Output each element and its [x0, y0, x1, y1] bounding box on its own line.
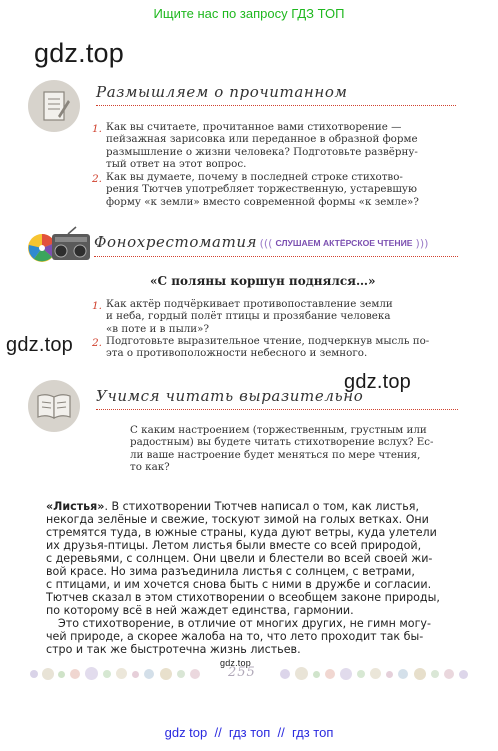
section1-q1	[106, 121, 458, 170]
logo-watermark: gdz.top	[34, 38, 124, 68]
text-line: с птицами, и им хочется снова быть с ними в дружбе и согласии.	[46, 578, 432, 591]
text-line: радостным) вы будете читать стихотворение вслух? Ес-	[130, 436, 434, 449]
text-line: и неба, гордый полёт птицы и прозябание человека	[106, 310, 391, 323]
watermark-left: gdz.top	[6, 334, 74, 356]
text-line: Как вы думаете, почему в последней строке стихотво-	[106, 171, 403, 183]
section1-title: Размышляем о прочитанном	[96, 83, 348, 101]
notebook-icon	[28, 80, 80, 132]
text-line: вой красе. Но зима разъединила листья с солнцем, с ветрами,	[46, 565, 415, 578]
open-book-icon	[28, 380, 80, 432]
text-line: тый ответ на этот вопрос.	[106, 157, 247, 170]
section1-q1-num: 1.	[92, 123, 103, 135]
section2-q2-num: 2.	[92, 337, 103, 349]
audio-badge[interactable]	[256, 234, 432, 252]
text-line: Это стихотворение, в отличие от многих других, не гимн могу-	[58, 617, 431, 630]
watermark-small: gdz.top	[220, 658, 251, 668]
watermark-right: gdz.top	[344, 371, 412, 393]
footer-link[interactable]: gdz top // гдз топ // гдз топ	[164, 725, 334, 740]
text-line: стремятся туда, в южные страны, куда дуют ветры, куда улетели	[46, 526, 437, 539]
section2-divider	[94, 256, 458, 257]
text-line: ли ваше настроение будет меняться по мере чтения,	[130, 448, 421, 461]
text-line: по которому всё в ней жаждет единства, гармонии.	[46, 604, 354, 617]
text-line: чей природе, а скорее жалоба на то, что лето проходит так бы-	[46, 630, 424, 643]
text-line: стро и так же быстротечна жизнь листьев.	[46, 643, 301, 656]
section1-q2-num: 2.	[92, 173, 103, 185]
text-line: форму «к земли» вместо современной формы «к земле»?	[106, 195, 419, 208]
section2-title: Фонохрестоматия	[94, 233, 258, 251]
section3-title: Учимся читать выразительно	[96, 387, 364, 405]
section3-question	[130, 424, 460, 473]
radio-icon	[28, 226, 92, 266]
main-text	[46, 500, 466, 656]
section2-q2	[106, 335, 458, 360]
top-banner[interactable]: Ищите нас по запросу ГДЗ ТОП	[153, 6, 345, 21]
page-number: 255	[228, 665, 256, 680]
text-line: рения Тютчев употребляет торжественную, устаревшую	[106, 183, 417, 196]
audio-badge-label: СЛУШАЕМ АКТЁРСКОЕ ЧТЕНИЕ	[275, 238, 413, 248]
text-line: Как актёр подчёркивает противопоставление земли	[106, 298, 393, 310]
text-line-rest: . В стихотворении Тютчев написал о том, как листья,	[104, 500, 419, 513]
sound-wave-left-icon: (((	[259, 236, 273, 250]
section1-divider	[96, 105, 456, 106]
text-line: то как?	[130, 460, 170, 473]
text-line: с деревьями, с солнцем. Они цвели и блестели во всей своей жи-	[46, 552, 433, 565]
text-line: некогда зелёные и свежие, тоскуют зимой на голых ветках. Они	[46, 513, 429, 526]
text-line: Тютчев сказал в этом стихотворении о всеобщем законе природы,	[46, 591, 440, 604]
poem-title: «С поляны коршун поднялся…»	[150, 274, 376, 288]
text-line: пейзажная зарисовка или переданное в образной форме	[106, 133, 418, 146]
text-line: С каким настроением (торжественным, грустным или	[130, 424, 427, 436]
text-line: «в поте и в пыли»?	[106, 322, 209, 335]
section3-divider	[96, 409, 458, 410]
main-text-lead: «Листья»	[46, 500, 105, 513]
text-line: размышление о жизни человека? Подготовьте развёрну-	[106, 145, 418, 158]
section1-q2	[106, 171, 458, 208]
text-line: Подготовьте выразительное чтение, подчеркнув мысль по-	[106, 335, 430, 347]
section2-q1	[106, 298, 458, 335]
text-line: Как вы считаете, прочитанное вами стихотворение —	[106, 121, 402, 133]
text-line	[46, 500, 466, 513]
text-line: эта о противоположности небесного и земного.	[106, 347, 368, 360]
text-line: их друзья-птицы. Летом листья были вместе со всей природой,	[46, 539, 422, 552]
sound-wave-right-icon: )))	[415, 236, 429, 250]
section2-q1-num: 1.	[92, 300, 103, 312]
